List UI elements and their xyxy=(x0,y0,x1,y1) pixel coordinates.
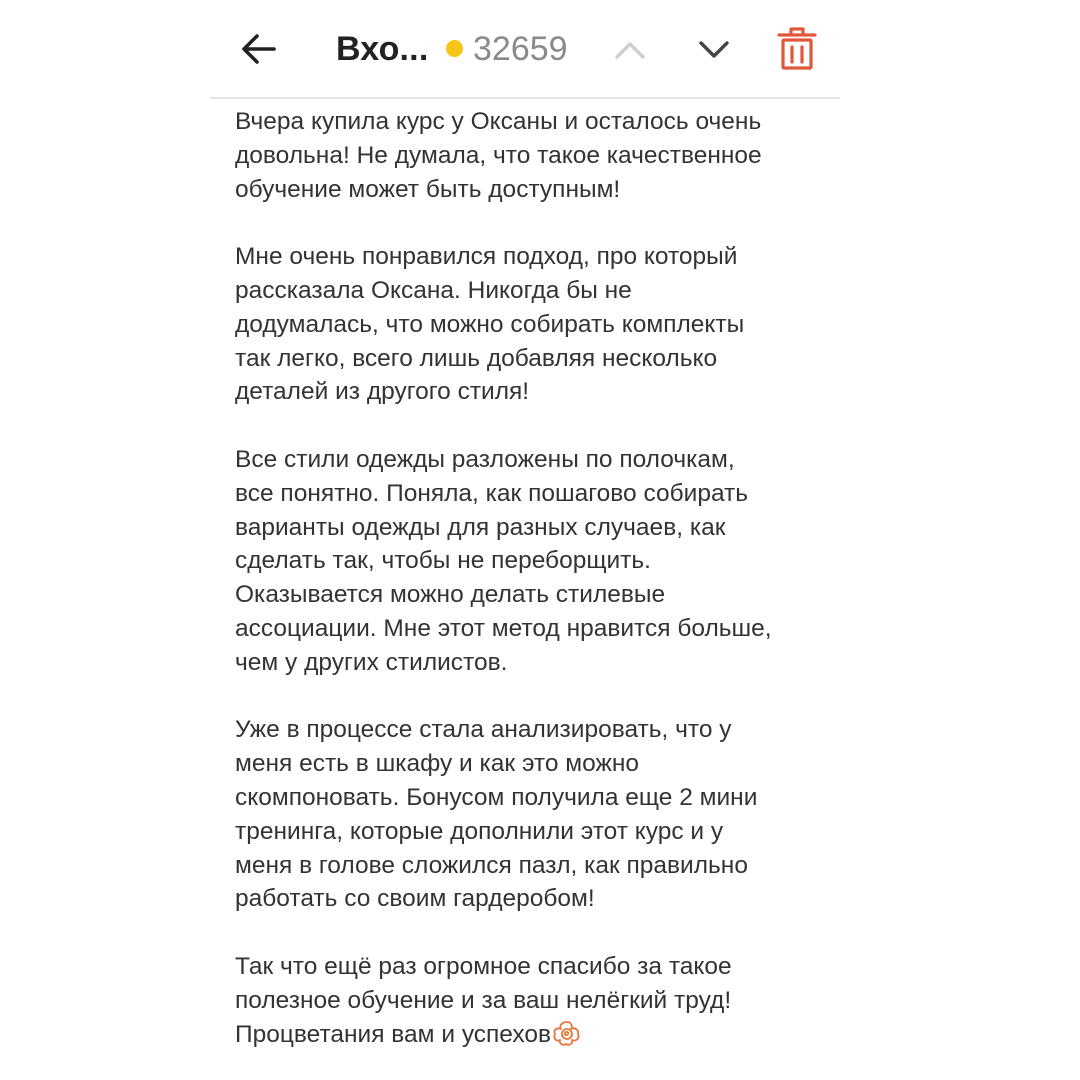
next-message-button[interactable] xyxy=(692,30,736,70)
unread-indicator-dot xyxy=(446,40,463,57)
closing-text: Так что ещё раз огромное спасибо за такое полезное обучение и за ваш нелёгкий труд! Процветания вам и успехов xyxy=(235,952,732,1048)
trash-icon xyxy=(775,26,819,72)
delete-button[interactable] xyxy=(775,26,819,72)
message-paragraph: Вчера купила курс у Оксаны и осталось очень довольна! Не думала, что такое качественное обучение может быть доступным! xyxy=(235,108,762,203)
folder-title[interactable]: Вхо... xyxy=(336,30,429,68)
message-paragraph: Мне очень понравился подход, про который рассказала Оксана. Никогда бы не додумалась, что можно собирать комплекты так легко, всего лишь добавляя несколько деталей из другого стиля! xyxy=(235,243,745,406)
message-paragraph: Все стили одежды разложены по полочкам, все понятно. Поняла, как пошагово собирать варианты одежды для разных случаев, как сделать так, чтобы не переборщить. Оказывается можно делать стилевые ассоциации. Мне этот метод нравится больше, чем у других стилистов. xyxy=(235,445,772,676)
message-body xyxy=(235,105,835,1051)
chevron-up-icon xyxy=(608,30,652,70)
message-paragraph: Уже в процессе стала анализировать, что у меня есть в шкафу и как это можно скомпоновать. Бонусом получила еще 2 мини тренинга, которые дополнили этот курс и у меня в голове сложился пазл, как правильно работать со своим гардеробом! xyxy=(235,716,758,913)
back-button[interactable] xyxy=(236,28,280,70)
arrow-left-icon xyxy=(236,28,280,70)
message-paragraph-closing xyxy=(235,950,835,1051)
chevron-down-icon xyxy=(692,30,736,70)
rosette-flower-icon xyxy=(552,1019,582,1047)
previous-message-button[interactable] xyxy=(608,30,652,70)
unread-count: 32659 xyxy=(473,30,568,68)
